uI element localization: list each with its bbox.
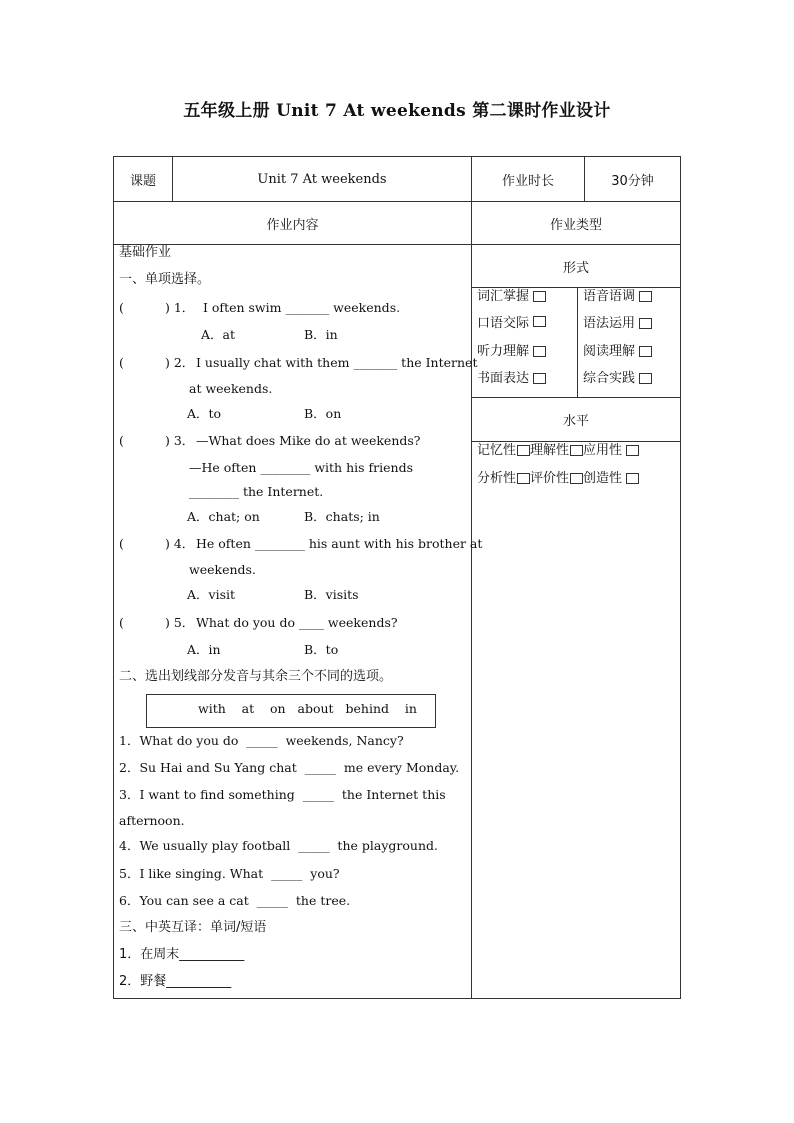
question-text: weekends. — [189, 562, 256, 577]
option-b: B．in — [304, 327, 338, 342]
fill-item: 4．We usually play football _____ the playground. — [119, 838, 438, 853]
question-text: What do you do ____ weekends? — [196, 615, 398, 630]
fill-item: afternoon. — [119, 813, 185, 828]
option-a: A．visit — [187, 587, 236, 602]
topic-label: 课题 — [129, 173, 156, 189]
answer-paren: ( — [119, 433, 124, 448]
checkbox[interactable] — [517, 445, 530, 456]
fill-item: 2．Su Hai and Su Yang chat _____ me every Monday. — [119, 760, 460, 775]
question-number: ) 5． — [165, 615, 195, 630]
option-b: B．chats; in — [304, 509, 380, 524]
translate-item: 1．在周末__________ — [119, 947, 245, 962]
translate-item: 2．野餐__________ — [119, 974, 232, 989]
option-b: B．to — [304, 642, 339, 657]
question-number: ) 3． — [165, 433, 195, 448]
form-option-pronunciation: 语音语调 — [583, 289, 652, 305]
checkbox[interactable] — [639, 373, 652, 384]
question-number: ) 4． — [165, 536, 195, 551]
answer-paren: ( — [119, 300, 124, 315]
checkbox[interactable] — [639, 346, 652, 357]
section-1-heading: 一、单项选择。 — [119, 272, 211, 287]
checkbox[interactable] — [533, 316, 546, 327]
option-a: A．to — [187, 406, 222, 421]
question-text: —What does Mike do at weekends? — [196, 433, 421, 448]
section-basic: 基础作业 — [119, 245, 172, 260]
form-label: 形式 — [562, 260, 589, 276]
option-a: A．at — [201, 327, 236, 342]
checkbox[interactable] — [639, 318, 652, 329]
section-2-heading: 二、选出划线部分发音与其余三个不同的选项。 — [119, 669, 393, 684]
duration-label: 作业时长 — [501, 173, 554, 189]
duration-value: 30分钟 — [611, 173, 654, 189]
content-label: 作业内容 — [266, 217, 319, 233]
form-option-reading: 阅读理解 — [583, 344, 652, 360]
question-number: ) 2． — [165, 355, 195, 370]
checkbox[interactable] — [533, 291, 546, 302]
fill-item: 5．I like singing. What _____ you? — [119, 866, 340, 881]
form-option-practice: 综合实践 — [583, 371, 652, 387]
option-a: A．in — [187, 642, 221, 657]
option-a: A．chat; on — [187, 509, 260, 524]
option-b: B．visits — [304, 587, 359, 602]
topic-value: Unit 7 At weekends — [257, 171, 387, 187]
form-option-listening: 听力理解 — [477, 344, 546, 360]
question-text: ________ the Internet. — [189, 484, 324, 499]
question-text: I usually chat with them _______ the Internet — [196, 355, 478, 370]
checkbox[interactable] — [533, 373, 546, 384]
fill-item: 6．You can see a cat _____ the tree. — [119, 893, 351, 908]
answer-paren: ( — [119, 536, 124, 551]
level-row-1: 记忆性 理解性 应用性 — [477, 443, 639, 459]
level-row-2: 分析性 评价性 创造性 — [477, 471, 639, 487]
question-text: I often swim _______ weekends. — [203, 300, 401, 315]
checkbox[interactable] — [626, 445, 639, 456]
answer-paren: ( — [119, 615, 124, 630]
type-label: 作业类型 — [549, 217, 602, 233]
fill-item: 3．I want to find something _____ the Internet this — [119, 787, 446, 802]
page-title: 五年级上册 Unit 7 At weekends 第二课时作业设计 — [183, 101, 611, 121]
form-option-speaking: 口语交际 — [477, 316, 546, 332]
answer-paren: ( — [119, 355, 124, 370]
word-bank: with at on about behind in — [198, 701, 417, 716]
form-option-grammar: 语法运用 — [583, 316, 652, 332]
checkbox[interactable] — [626, 473, 639, 484]
checkbox[interactable] — [570, 445, 583, 456]
section-3-heading: 三、中英互译：单词/短语 — [119, 920, 267, 935]
question-text: He often ________ his aunt with his brother at — [196, 536, 483, 551]
question-text: at weekends. — [189, 381, 273, 396]
fill-item: 1．What do you do _____ weekends, Nancy? — [119, 733, 404, 748]
checkbox[interactable] — [517, 473, 530, 484]
checkbox[interactable] — [570, 473, 583, 484]
option-b: B．on — [304, 406, 342, 421]
form-option-vocab: 词汇掌握 — [477, 289, 546, 305]
checkbox[interactable] — [533, 346, 546, 357]
form-option-writing: 书面表达 — [477, 371, 546, 387]
level-label: 水平 — [562, 414, 589, 429]
checkbox[interactable] — [639, 291, 652, 302]
question-text: —He often ________ with his friends — [189, 460, 413, 475]
question-number: ) 1． — [165, 300, 195, 315]
